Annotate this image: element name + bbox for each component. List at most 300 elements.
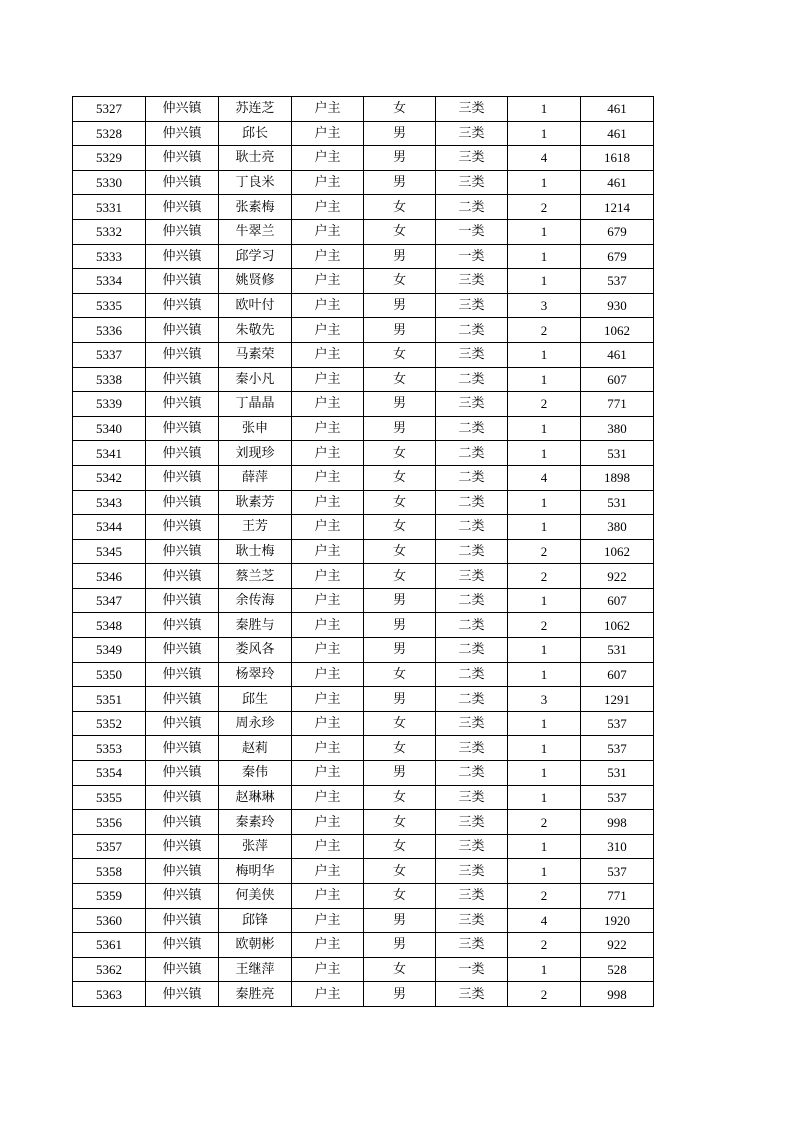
household-size-cell: 1 xyxy=(508,121,581,146)
table-row xyxy=(73,810,654,835)
gender-cell: 男 xyxy=(364,293,436,318)
gender-cell: 男 xyxy=(364,170,436,195)
name-cell: 王芳 xyxy=(219,515,292,540)
name-cell: 梅明华 xyxy=(219,859,292,884)
name-cell: 邱锋 xyxy=(219,908,292,933)
record-number-cell: 5357 xyxy=(73,834,146,859)
category-cell: 三类 xyxy=(436,785,508,810)
town-cell: 仲兴镇 xyxy=(146,957,219,982)
relation-cell: 户主 xyxy=(292,613,364,638)
household-table xyxy=(72,96,654,1007)
name-cell: 薛萍 xyxy=(219,465,292,490)
category-cell: 三类 xyxy=(436,736,508,761)
category-cell: 二类 xyxy=(436,318,508,343)
amount-cell: 922 xyxy=(581,933,654,958)
gender-cell: 女 xyxy=(364,957,436,982)
gender-cell: 女 xyxy=(364,269,436,294)
name-cell: 赵莉 xyxy=(219,736,292,761)
table-row xyxy=(73,269,654,294)
record-number-cell: 5355 xyxy=(73,785,146,810)
town-cell: 仲兴镇 xyxy=(146,859,219,884)
gender-cell: 女 xyxy=(364,785,436,810)
household-size-cell: 2 xyxy=(508,884,581,909)
name-cell: 邱学习 xyxy=(219,244,292,269)
gender-cell: 女 xyxy=(364,97,436,122)
town-cell: 仲兴镇 xyxy=(146,785,219,810)
gender-cell: 女 xyxy=(364,441,436,466)
town-cell: 仲兴镇 xyxy=(146,515,219,540)
category-cell: 三类 xyxy=(436,711,508,736)
gender-cell: 男 xyxy=(364,982,436,1007)
category-cell: 三类 xyxy=(436,269,508,294)
record-number-cell: 5327 xyxy=(73,97,146,122)
town-cell: 仲兴镇 xyxy=(146,318,219,343)
relation-cell: 户主 xyxy=(292,539,364,564)
record-number-cell: 5340 xyxy=(73,416,146,441)
record-number-cell: 5362 xyxy=(73,957,146,982)
record-number-cell: 5360 xyxy=(73,908,146,933)
amount-cell: 1062 xyxy=(581,318,654,343)
relation-cell: 户主 xyxy=(292,367,364,392)
amount-cell: 528 xyxy=(581,957,654,982)
household-size-cell: 1 xyxy=(508,711,581,736)
amount-cell: 531 xyxy=(581,638,654,663)
category-cell: 三类 xyxy=(436,97,508,122)
relation-cell: 户主 xyxy=(292,195,364,220)
table-row xyxy=(73,613,654,638)
name-cell: 杨翠玲 xyxy=(219,662,292,687)
household-size-cell: 1 xyxy=(508,170,581,195)
household-size-cell: 1 xyxy=(508,588,581,613)
relation-cell: 户主 xyxy=(292,588,364,613)
household-size-cell: 1 xyxy=(508,785,581,810)
town-cell: 仲兴镇 xyxy=(146,687,219,712)
name-cell: 秦伟 xyxy=(219,761,292,786)
town-cell: 仲兴镇 xyxy=(146,441,219,466)
gender-cell: 女 xyxy=(364,564,436,589)
relation-cell: 户主 xyxy=(292,933,364,958)
gender-cell: 男 xyxy=(364,761,436,786)
category-cell: 三类 xyxy=(436,933,508,958)
amount-cell: 998 xyxy=(581,982,654,1007)
town-cell: 仲兴镇 xyxy=(146,810,219,835)
amount-cell: 1214 xyxy=(581,195,654,220)
relation-cell: 户主 xyxy=(292,318,364,343)
household-size-cell: 1 xyxy=(508,834,581,859)
household-size-cell: 3 xyxy=(508,687,581,712)
table-row xyxy=(73,933,654,958)
household-size-cell: 2 xyxy=(508,810,581,835)
amount-cell: 531 xyxy=(581,490,654,515)
town-cell: 仲兴镇 xyxy=(146,244,219,269)
name-cell: 丁良米 xyxy=(219,170,292,195)
category-cell: 二类 xyxy=(436,687,508,712)
table-row xyxy=(73,859,654,884)
name-cell: 刘现珍 xyxy=(219,441,292,466)
name-cell: 欧朝彬 xyxy=(219,933,292,958)
table-row xyxy=(73,957,654,982)
table-row xyxy=(73,318,654,343)
table-row xyxy=(73,392,654,417)
amount-cell: 310 xyxy=(581,834,654,859)
amount-cell: 537 xyxy=(581,785,654,810)
table-row xyxy=(73,638,654,663)
town-cell: 仲兴镇 xyxy=(146,982,219,1007)
town-cell: 仲兴镇 xyxy=(146,884,219,909)
amount-cell: 607 xyxy=(581,662,654,687)
amount-cell: 607 xyxy=(581,367,654,392)
gender-cell: 男 xyxy=(364,687,436,712)
household-size-cell: 2 xyxy=(508,392,581,417)
name-cell: 耿素芳 xyxy=(219,490,292,515)
town-cell: 仲兴镇 xyxy=(146,736,219,761)
household-size-cell: 1 xyxy=(508,736,581,761)
gender-cell: 女 xyxy=(364,515,436,540)
record-number-cell: 5345 xyxy=(73,539,146,564)
table-row xyxy=(73,711,654,736)
category-cell: 三类 xyxy=(436,293,508,318)
record-number-cell: 5350 xyxy=(73,662,146,687)
name-cell: 赵琳琳 xyxy=(219,785,292,810)
record-number-cell: 5352 xyxy=(73,711,146,736)
record-number-cell: 5333 xyxy=(73,244,146,269)
amount-cell: 1898 xyxy=(581,465,654,490)
relation-cell: 户主 xyxy=(292,957,364,982)
category-cell: 二类 xyxy=(436,515,508,540)
record-number-cell: 5348 xyxy=(73,613,146,638)
name-cell: 张素梅 xyxy=(219,195,292,220)
category-cell: 二类 xyxy=(436,441,508,466)
name-cell: 欧叶付 xyxy=(219,293,292,318)
record-number-cell: 5359 xyxy=(73,884,146,909)
amount-cell: 679 xyxy=(581,244,654,269)
record-number-cell: 5351 xyxy=(73,687,146,712)
household-size-cell: 2 xyxy=(508,564,581,589)
household-size-cell: 1 xyxy=(508,416,581,441)
amount-cell: 930 xyxy=(581,293,654,318)
town-cell: 仲兴镇 xyxy=(146,195,219,220)
category-cell: 二类 xyxy=(436,465,508,490)
gender-cell: 女 xyxy=(364,490,436,515)
amount-cell: 771 xyxy=(581,392,654,417)
record-number-cell: 5334 xyxy=(73,269,146,294)
category-cell: 三类 xyxy=(436,908,508,933)
gender-cell: 女 xyxy=(364,367,436,392)
amount-cell: 537 xyxy=(581,711,654,736)
relation-cell: 户主 xyxy=(292,392,364,417)
table-row xyxy=(73,97,654,122)
town-cell: 仲兴镇 xyxy=(146,367,219,392)
town-cell: 仲兴镇 xyxy=(146,711,219,736)
household-size-cell: 2 xyxy=(508,195,581,220)
household-size-cell: 1 xyxy=(508,515,581,540)
table-row xyxy=(73,441,654,466)
name-cell: 耿士梅 xyxy=(219,539,292,564)
table-body xyxy=(73,97,654,1007)
town-cell: 仲兴镇 xyxy=(146,834,219,859)
table-row xyxy=(73,219,654,244)
amount-cell: 1062 xyxy=(581,539,654,564)
category-cell: 二类 xyxy=(436,761,508,786)
record-number-cell: 5338 xyxy=(73,367,146,392)
table-row xyxy=(73,982,654,1007)
relation-cell: 户主 xyxy=(292,982,364,1007)
record-number-cell: 5361 xyxy=(73,933,146,958)
record-number-cell: 5344 xyxy=(73,515,146,540)
table-row xyxy=(73,146,654,171)
table-row xyxy=(73,884,654,909)
name-cell: 王继萍 xyxy=(219,957,292,982)
relation-cell: 户主 xyxy=(292,269,364,294)
household-size-cell: 1 xyxy=(508,638,581,663)
name-cell: 苏连芝 xyxy=(219,97,292,122)
relation-cell: 户主 xyxy=(292,490,364,515)
name-cell: 秦素玲 xyxy=(219,810,292,835)
record-number-cell: 5353 xyxy=(73,736,146,761)
category-cell: 三类 xyxy=(436,170,508,195)
gender-cell: 女 xyxy=(364,465,436,490)
relation-cell: 户主 xyxy=(292,342,364,367)
name-cell: 何美侠 xyxy=(219,884,292,909)
relation-cell: 户主 xyxy=(292,687,364,712)
record-number-cell: 5358 xyxy=(73,859,146,884)
household-size-cell: 2 xyxy=(508,539,581,564)
household-size-cell: 1 xyxy=(508,662,581,687)
table-row xyxy=(73,687,654,712)
record-number-cell: 5329 xyxy=(73,146,146,171)
town-cell: 仲兴镇 xyxy=(146,490,219,515)
gender-cell: 男 xyxy=(364,121,436,146)
table-row xyxy=(73,908,654,933)
household-size-cell: 1 xyxy=(508,342,581,367)
relation-cell: 户主 xyxy=(292,515,364,540)
relation-cell: 户主 xyxy=(292,293,364,318)
name-cell: 秦胜亮 xyxy=(219,982,292,1007)
town-cell: 仲兴镇 xyxy=(146,269,219,294)
record-number-cell: 5332 xyxy=(73,219,146,244)
relation-cell: 户主 xyxy=(292,170,364,195)
name-cell: 蔡兰芝 xyxy=(219,564,292,589)
relation-cell: 户主 xyxy=(292,564,364,589)
town-cell: 仲兴镇 xyxy=(146,293,219,318)
gender-cell: 男 xyxy=(364,613,436,638)
record-number-cell: 5337 xyxy=(73,342,146,367)
household-size-cell: 2 xyxy=(508,933,581,958)
amount-cell: 537 xyxy=(581,736,654,761)
amount-cell: 1920 xyxy=(581,908,654,933)
name-cell: 牛翠兰 xyxy=(219,219,292,244)
table-row xyxy=(73,416,654,441)
household-size-cell: 4 xyxy=(508,146,581,171)
amount-cell: 1291 xyxy=(581,687,654,712)
town-cell: 仲兴镇 xyxy=(146,392,219,417)
category-cell: 二类 xyxy=(436,490,508,515)
name-cell: 朱敬先 xyxy=(219,318,292,343)
category-cell: 二类 xyxy=(436,539,508,564)
category-cell: 三类 xyxy=(436,121,508,146)
table-row xyxy=(73,662,654,687)
gender-cell: 女 xyxy=(364,662,436,687)
table-row xyxy=(73,244,654,269)
gender-cell: 男 xyxy=(364,392,436,417)
category-cell: 一类 xyxy=(436,219,508,244)
gender-cell: 女 xyxy=(364,859,436,884)
category-cell: 三类 xyxy=(436,564,508,589)
amount-cell: 461 xyxy=(581,97,654,122)
amount-cell: 771 xyxy=(581,884,654,909)
relation-cell: 户主 xyxy=(292,121,364,146)
record-number-cell: 5342 xyxy=(73,465,146,490)
amount-cell: 922 xyxy=(581,564,654,589)
name-cell: 张申 xyxy=(219,416,292,441)
town-cell: 仲兴镇 xyxy=(146,613,219,638)
household-size-cell: 1 xyxy=(508,219,581,244)
category-cell: 三类 xyxy=(436,810,508,835)
gender-cell: 女 xyxy=(364,736,436,761)
gender-cell: 女 xyxy=(364,884,436,909)
category-cell: 三类 xyxy=(436,146,508,171)
household-size-cell: 1 xyxy=(508,269,581,294)
table-row xyxy=(73,736,654,761)
record-number-cell: 5343 xyxy=(73,490,146,515)
table-row xyxy=(73,170,654,195)
name-cell: 周永珍 xyxy=(219,711,292,736)
table-row xyxy=(73,564,654,589)
record-number-cell: 5330 xyxy=(73,170,146,195)
table-row xyxy=(73,515,654,540)
name-cell: 马素荣 xyxy=(219,342,292,367)
amount-cell: 461 xyxy=(581,121,654,146)
table-row xyxy=(73,293,654,318)
record-number-cell: 5347 xyxy=(73,588,146,613)
amount-cell: 461 xyxy=(581,342,654,367)
name-cell: 秦胜与 xyxy=(219,613,292,638)
category-cell: 三类 xyxy=(436,392,508,417)
amount-cell: 998 xyxy=(581,810,654,835)
town-cell: 仲兴镇 xyxy=(146,564,219,589)
household-size-cell: 1 xyxy=(508,244,581,269)
town-cell: 仲兴镇 xyxy=(146,121,219,146)
relation-cell: 户主 xyxy=(292,810,364,835)
household-size-cell: 1 xyxy=(508,441,581,466)
relation-cell: 户主 xyxy=(292,834,364,859)
relation-cell: 户主 xyxy=(292,465,364,490)
gender-cell: 男 xyxy=(364,416,436,441)
record-number-cell: 5341 xyxy=(73,441,146,466)
town-cell: 仲兴镇 xyxy=(146,933,219,958)
relation-cell: 户主 xyxy=(292,761,364,786)
household-size-cell: 2 xyxy=(508,318,581,343)
town-cell: 仲兴镇 xyxy=(146,170,219,195)
name-cell: 邱长 xyxy=(219,121,292,146)
amount-cell: 531 xyxy=(581,441,654,466)
name-cell: 秦小凡 xyxy=(219,367,292,392)
category-cell: 三类 xyxy=(436,834,508,859)
household-size-cell: 1 xyxy=(508,367,581,392)
household-size-cell: 4 xyxy=(508,908,581,933)
table-row xyxy=(73,785,654,810)
relation-cell: 户主 xyxy=(292,785,364,810)
amount-cell: 1062 xyxy=(581,613,654,638)
record-number-cell: 5349 xyxy=(73,638,146,663)
category-cell: 三类 xyxy=(436,342,508,367)
gender-cell: 女 xyxy=(364,711,436,736)
relation-cell: 户主 xyxy=(292,736,364,761)
household-size-cell: 1 xyxy=(508,859,581,884)
gender-cell: 男 xyxy=(364,244,436,269)
table-row xyxy=(73,195,654,220)
household-size-cell: 1 xyxy=(508,490,581,515)
gender-cell: 男 xyxy=(364,933,436,958)
gender-cell: 男 xyxy=(364,638,436,663)
gender-cell: 女 xyxy=(364,195,436,220)
amount-cell: 380 xyxy=(581,416,654,441)
gender-cell: 女 xyxy=(364,219,436,244)
town-cell: 仲兴镇 xyxy=(146,342,219,367)
category-cell: 二类 xyxy=(436,195,508,220)
town-cell: 仲兴镇 xyxy=(146,465,219,490)
town-cell: 仲兴镇 xyxy=(146,908,219,933)
relation-cell: 户主 xyxy=(292,908,364,933)
relation-cell: 户主 xyxy=(292,662,364,687)
record-number-cell: 5328 xyxy=(73,121,146,146)
amount-cell: 461 xyxy=(581,170,654,195)
household-size-cell: 2 xyxy=(508,613,581,638)
table-row xyxy=(73,465,654,490)
household-size-cell: 1 xyxy=(508,957,581,982)
table-row xyxy=(73,490,654,515)
table-row xyxy=(73,367,654,392)
town-cell: 仲兴镇 xyxy=(146,662,219,687)
category-cell: 三类 xyxy=(436,859,508,884)
category-cell: 二类 xyxy=(436,367,508,392)
name-cell: 邱生 xyxy=(219,687,292,712)
amount-cell: 531 xyxy=(581,761,654,786)
name-cell: 姚贤修 xyxy=(219,269,292,294)
table-row xyxy=(73,588,654,613)
record-number-cell: 5363 xyxy=(73,982,146,1007)
name-cell: 张萍 xyxy=(219,834,292,859)
gender-cell: 男 xyxy=(364,146,436,171)
relation-cell: 户主 xyxy=(292,638,364,663)
record-number-cell: 5346 xyxy=(73,564,146,589)
relation-cell: 户主 xyxy=(292,441,364,466)
table-row xyxy=(73,834,654,859)
relation-cell: 户主 xyxy=(292,97,364,122)
record-number-cell: 5339 xyxy=(73,392,146,417)
category-cell: 二类 xyxy=(436,638,508,663)
category-cell: 二类 xyxy=(436,588,508,613)
town-cell: 仲兴镇 xyxy=(146,539,219,564)
relation-cell: 户主 xyxy=(292,711,364,736)
category-cell: 一类 xyxy=(436,244,508,269)
category-cell: 一类 xyxy=(436,957,508,982)
household-size-cell: 1 xyxy=(508,97,581,122)
name-cell: 丁晶晶 xyxy=(219,392,292,417)
household-size-cell: 1 xyxy=(508,761,581,786)
category-cell: 二类 xyxy=(436,662,508,687)
gender-cell: 女 xyxy=(364,834,436,859)
household-size-cell: 3 xyxy=(508,293,581,318)
relation-cell: 户主 xyxy=(292,859,364,884)
gender-cell: 女 xyxy=(364,810,436,835)
name-cell: 娄风各 xyxy=(219,638,292,663)
table-row xyxy=(73,121,654,146)
table-row xyxy=(73,539,654,564)
record-number-cell: 5331 xyxy=(73,195,146,220)
category-cell: 三类 xyxy=(436,884,508,909)
town-cell: 仲兴镇 xyxy=(146,416,219,441)
